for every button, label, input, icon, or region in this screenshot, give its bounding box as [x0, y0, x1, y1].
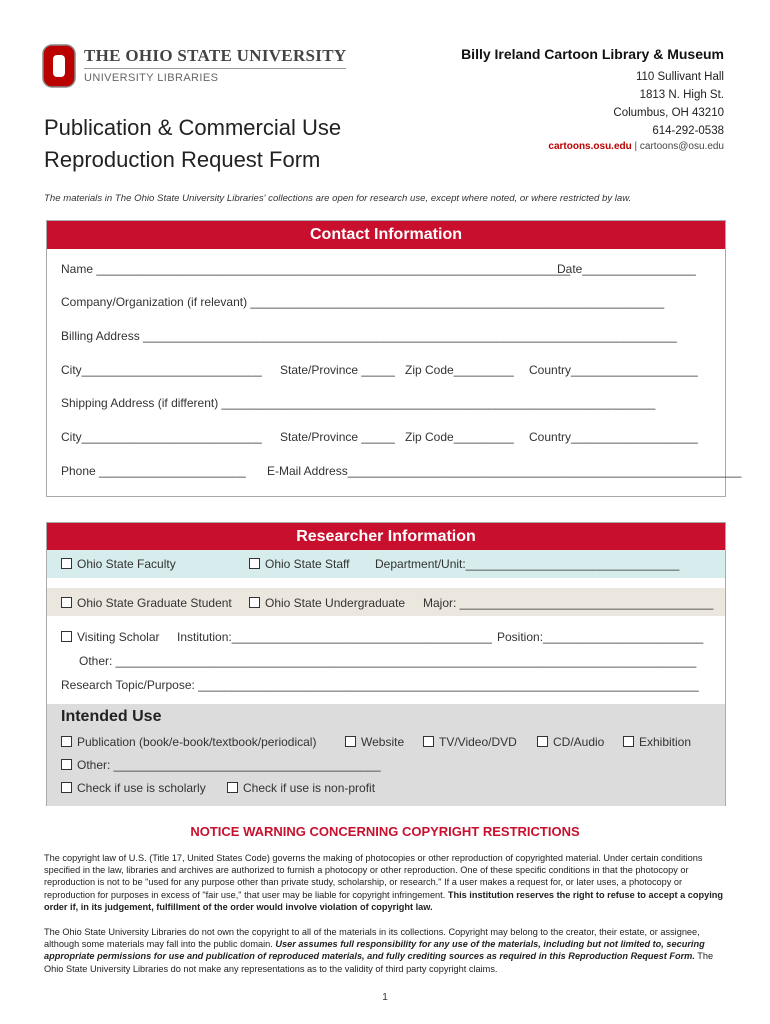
paragraph-text: The Ohio State University Libraries do not make any representations as to the validity of third party copyright claims.: [44, 951, 714, 974]
checkbox[interactable]: [423, 736, 434, 747]
checkbox[interactable]: [345, 736, 356, 747]
email-field[interactable]: E-Mail Address___________________________________________________________: [267, 464, 742, 478]
option-label: Check if use is non-profit: [243, 781, 376, 795]
phone-number: 614-292-0538: [652, 125, 724, 137]
checkbox[interactable]: [537, 736, 548, 747]
checkbox[interactable]: [623, 736, 634, 747]
checkbox[interactable]: [61, 597, 72, 608]
checkbox[interactable]: [249, 558, 260, 569]
option-label: Exhibition: [639, 735, 692, 749]
website-option[interactable]: [345, 735, 404, 749]
option-label: CD/Audio: [553, 735, 605, 749]
nonprofit-option[interactable]: [227, 781, 375, 795]
researcher-heading: Researcher Information: [47, 523, 725, 551]
copyright-paragraph-1: [44, 852, 724, 913]
contact-heading: Contact Information: [47, 221, 725, 249]
option-label: Visiting Scholar: [77, 630, 160, 644]
name-field[interactable]: Name _______________________________________________________________________: [61, 262, 571, 276]
option-label: Ohio State Staff: [265, 557, 350, 571]
libraries-name: UNIVERSITY LIBRARIES: [84, 72, 219, 84]
address-line: 1813 N. High St.: [639, 89, 724, 101]
address-line: 110 Sullivant Hall: [635, 71, 724, 83]
date-field[interactable]: Date_________________: [557, 262, 696, 276]
option-label: Ohio State Graduate Student: [77, 596, 232, 610]
address-line: Columbus, OH 43210: [613, 107, 724, 119]
checkbox[interactable]: [61, 558, 72, 569]
major-field[interactable]: Major: ______________________________________: [423, 596, 714, 610]
checkbox[interactable]: [61, 736, 72, 747]
option-label: TV/Video/DVD: [439, 735, 517, 749]
copyright-notice-title: NOTICE WARNING CONCERNING COPYRIGHT RESTRICTIONS: [190, 824, 580, 839]
university-name: THE OHIO STATE UNIVERSITY: [84, 46, 347, 65]
publication-option[interactable]: [61, 735, 316, 749]
billing-country-field[interactable]: Country___________________: [529, 363, 698, 377]
scholarly-option[interactable]: [61, 781, 206, 795]
shipping-state-field[interactable]: State/Province _____: [280, 430, 395, 444]
shipping-address-field[interactable]: Shipping Address (if different) _________________________________________________________________: [61, 396, 656, 410]
option-label: Ohio State Undergraduate: [265, 596, 406, 610]
checkbox[interactable]: [227, 782, 238, 793]
cd-audio-option[interactable]: [537, 735, 604, 749]
undergraduate-option[interactable]: [249, 596, 405, 610]
graduate-option[interactable]: [61, 596, 232, 610]
company-field[interactable]: Company/Organization (if relevant) ______________________________________________________________: [61, 295, 665, 309]
billing-state-field[interactable]: State/Province _____: [280, 363, 395, 377]
option-label: Publication (book/e-book/textbook/periodical): [77, 735, 317, 749]
title-line: Reproduction Request Form: [44, 147, 321, 172]
shipping-country-field[interactable]: Country___________________: [529, 430, 698, 444]
copyright-paragraph-2: [44, 926, 724, 975]
other-researcher-field[interactable]: Other: _______________________________________________________________________________________: [79, 654, 697, 668]
faculty-option[interactable]: [61, 557, 176, 571]
phone-field[interactable]: Phone ______________________: [61, 464, 246, 478]
block-o-icon: [42, 44, 76, 88]
paragraph-text: The copyright law of U.S. (Title 17, United States Code) governs the making of photocopies or other reproduction of copyrighted material. Under certain conditions specified in the law, libraries and archives are authorized to furnish a photocopy or other reproduction. One of these specific conditions in that the photocopy or reproduction is not to be "used for any purpose other than private study, scholarship, or research." If a user makes a request for, or later uses, a photocopy or reproduction for purposes in excess of "fair use," that user may be liable for copyright infringement.: [44, 853, 703, 900]
checkbox[interactable]: [61, 782, 72, 793]
billing-address-field[interactable]: Billing Address ________________________________________________________________________________: [61, 329, 677, 343]
email-link[interactable]: cartoons@osu.edu: [639, 141, 724, 152]
researcher-section: [46, 522, 726, 806]
paragraph-emphasis: User assumes full responsibility for any use of the materials, including but not limited to, securing appropriate permissions for use and publication of reproduced materials, and fully crediting sources as required in this Reproduction Request Form.: [44, 939, 705, 962]
library-name: Billy Ireland Cartoon Library & Museum: [461, 46, 724, 62]
institution-field[interactable]: Institution:_______________________________________: [177, 630, 492, 644]
page-number: 1: [382, 992, 388, 1003]
shipping-city-field[interactable]: City___________________________: [61, 430, 262, 444]
separator: |: [631, 141, 640, 152]
billing-city-field[interactable]: City___________________________: [61, 363, 262, 377]
tv-video-option[interactable]: [423, 735, 517, 749]
checkbox[interactable]: [61, 759, 72, 770]
website-link[interactable]: cartoons.osu.edu: [548, 141, 632, 152]
title-line: Publication & Commercial Use: [44, 115, 342, 140]
exhibition-option[interactable]: [623, 735, 691, 749]
form-title: [44, 112, 341, 176]
visiting-option[interactable]: [61, 630, 160, 644]
billing-zip-field[interactable]: Zip Code_________: [405, 363, 514, 377]
library-address: [613, 68, 724, 140]
other-use-option[interactable]: [61, 758, 381, 772]
intro-note: The materials in The Ohio State University Libraries' collections are open for research use, except where noted, or where restricted by law.: [44, 193, 632, 204]
checkbox[interactable]: [249, 597, 260, 608]
logo-divider: [84, 68, 346, 69]
staff-option[interactable]: [249, 557, 350, 571]
shipping-zip-field[interactable]: Zip Code_________: [405, 430, 514, 444]
checkbox[interactable]: [61, 631, 72, 642]
contact-section: [46, 220, 742, 497]
option-label: Other: ________________________________________: [77, 758, 381, 772]
option-label: Website: [361, 735, 405, 749]
intended-use-heading: Intended Use: [61, 708, 162, 725]
paragraph-text: The Ohio State University Libraries do not own the copyright to all of the materials in its collections. Copyright may belong to the creator, their estate, or assignee, although some materials may fall into the public domain.: [44, 927, 700, 950]
department-field[interactable]: Department/Unit:________________________________: [375, 557, 680, 571]
position-field[interactable]: Position:________________________: [497, 630, 704, 644]
research-topic-field[interactable]: Research Topic/Purpose: ___________________________________________________________________________: [61, 678, 699, 692]
option-label: Check if use is scholarly: [77, 781, 206, 795]
option-label: Ohio State Faculty: [77, 557, 176, 571]
web-contact: [548, 141, 724, 152]
paragraph-emphasis: This institution reserves the right to refuse to accept a copying order if, in its judgement, fulfillment of the order would involve violation of copyright law.: [44, 889, 724, 912]
